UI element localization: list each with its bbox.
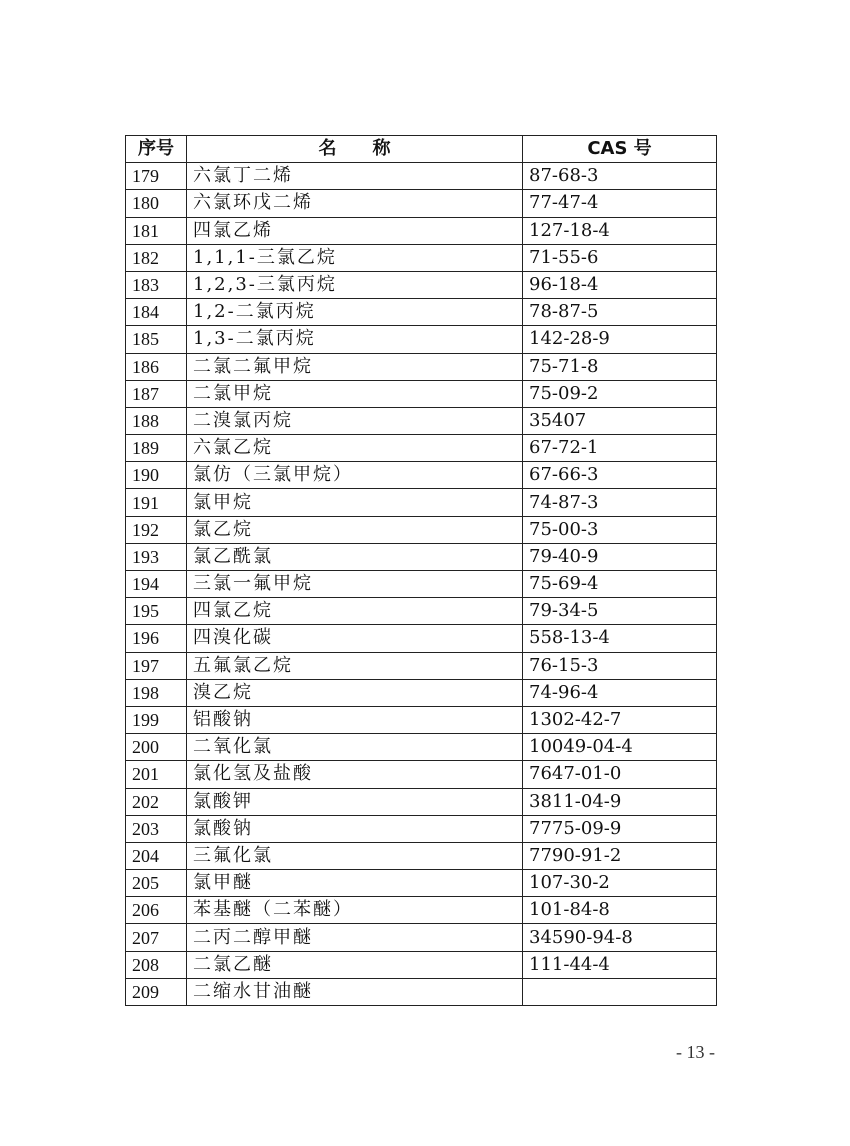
table-header-row xyxy=(126,136,717,163)
chemical-name: 二氯乙醚 xyxy=(187,951,523,978)
chemical-name: 六氯乙烷 xyxy=(187,435,523,462)
chemical-name: 二缩水甘油醚 xyxy=(187,978,523,1005)
row-number: 200 xyxy=(126,734,187,761)
chemical-name: 1,3-二氯丙烷 xyxy=(187,326,523,353)
row-number: 201 xyxy=(126,761,187,788)
cas-number: 3811-04-9 xyxy=(523,788,717,815)
table-row xyxy=(126,489,717,516)
row-number: 188 xyxy=(126,407,187,434)
chemical-name: 1,2,3-三氯丙烷 xyxy=(187,271,523,298)
table-row xyxy=(126,842,717,869)
chemical-name: 四溴化碳 xyxy=(187,625,523,652)
cas-number: 75-09-2 xyxy=(523,380,717,407)
table-row xyxy=(126,435,717,462)
table-row xyxy=(126,244,717,271)
row-number: 180 xyxy=(126,190,187,217)
cas-number: 77-47-4 xyxy=(523,190,717,217)
chemical-name: 氯乙酰氯 xyxy=(187,543,523,570)
table-row xyxy=(126,462,717,489)
header-name: 名称 xyxy=(187,136,523,163)
table-row xyxy=(126,407,717,434)
row-number: 204 xyxy=(126,842,187,869)
cas-number: 10049-04-4 xyxy=(523,734,717,761)
chemical-name: 氯酸钾 xyxy=(187,788,523,815)
cas-number: 75-69-4 xyxy=(523,571,717,598)
cas-number: 35407 xyxy=(523,407,717,434)
table-row xyxy=(126,571,717,598)
chemical-name: 铝酸钠 xyxy=(187,706,523,733)
row-number: 183 xyxy=(126,271,187,298)
chemical-name: 二氯二氟甲烷 xyxy=(187,353,523,380)
table-row xyxy=(126,271,717,298)
chemical-name: 五氟氯乙烷 xyxy=(187,652,523,679)
table-row xyxy=(126,299,717,326)
table-row xyxy=(126,163,717,190)
row-number: 189 xyxy=(126,435,187,462)
table-row xyxy=(126,543,717,570)
chemical-name: 二溴氯丙烷 xyxy=(187,407,523,434)
cas-number: 1302-42-7 xyxy=(523,706,717,733)
row-number: 196 xyxy=(126,625,187,652)
row-number: 195 xyxy=(126,598,187,625)
table-row xyxy=(126,625,717,652)
table-row xyxy=(126,380,717,407)
table-row xyxy=(126,190,717,217)
cas-number: 71-55-6 xyxy=(523,244,717,271)
row-number: 181 xyxy=(126,217,187,244)
row-number: 202 xyxy=(126,788,187,815)
cas-number: 76-15-3 xyxy=(523,652,717,679)
chemical-name: 三氯一氟甲烷 xyxy=(187,571,523,598)
row-number: 191 xyxy=(126,489,187,516)
table-row xyxy=(126,516,717,543)
chemical-name: 氯化氢及盐酸 xyxy=(187,761,523,788)
table-row xyxy=(126,788,717,815)
row-number: 209 xyxy=(126,978,187,1005)
cas-number: 558-13-4 xyxy=(523,625,717,652)
chemical-name: 六氯丁二烯 xyxy=(187,163,523,190)
cas-number: 87-68-3 xyxy=(523,163,717,190)
chemical-name: 苯基醚（二苯醚） xyxy=(187,897,523,924)
cas-number: 7647-01-0 xyxy=(523,761,717,788)
table-row xyxy=(126,679,717,706)
row-number: 190 xyxy=(126,462,187,489)
table-row xyxy=(126,815,717,842)
table-row xyxy=(126,761,717,788)
cas-number: 75-71-8 xyxy=(523,353,717,380)
row-number: 197 xyxy=(126,652,187,679)
row-number: 186 xyxy=(126,353,187,380)
chemical-name: 1,1,1-三氯乙烷 xyxy=(187,244,523,271)
table-row xyxy=(126,652,717,679)
cas-number: 74-96-4 xyxy=(523,679,717,706)
header-number: 序号 xyxy=(126,136,187,163)
row-number: 193 xyxy=(126,543,187,570)
cas-number: 107-30-2 xyxy=(523,870,717,897)
row-number: 182 xyxy=(126,244,187,271)
cas-number: 75-00-3 xyxy=(523,516,717,543)
chemical-name: 四氯乙烯 xyxy=(187,217,523,244)
chemical-name: 氯甲醚 xyxy=(187,870,523,897)
row-number: 184 xyxy=(126,299,187,326)
chemical-name: 氯仿（三氯甲烷） xyxy=(187,462,523,489)
table-body xyxy=(126,163,717,1006)
chemical-name: 氯酸钠 xyxy=(187,815,523,842)
cas-number: 111-44-4 xyxy=(523,951,717,978)
cas-number: 7775-09-9 xyxy=(523,815,717,842)
chemical-name: 二氯甲烷 xyxy=(187,380,523,407)
row-number: 203 xyxy=(126,815,187,842)
chemical-name: 二氧化氯 xyxy=(187,734,523,761)
row-number: 192 xyxy=(126,516,187,543)
table-row xyxy=(126,951,717,978)
cas-number: 34590-94-8 xyxy=(523,924,717,951)
chemical-name: 1,2-二氯丙烷 xyxy=(187,299,523,326)
cas-number: 79-34-5 xyxy=(523,598,717,625)
table-row xyxy=(126,978,717,1005)
chemical-name: 三氟化氯 xyxy=(187,842,523,869)
chemical-list-table xyxy=(125,135,717,1006)
row-number: 198 xyxy=(126,679,187,706)
row-number: 194 xyxy=(126,571,187,598)
chemical-name: 四氯乙烷 xyxy=(187,598,523,625)
table-row xyxy=(126,924,717,951)
table-row xyxy=(126,353,717,380)
table-row xyxy=(126,706,717,733)
row-number: 207 xyxy=(126,924,187,951)
chemical-name: 氯乙烷 xyxy=(187,516,523,543)
table-row xyxy=(126,217,717,244)
table-row xyxy=(126,870,717,897)
row-number: 205 xyxy=(126,870,187,897)
chemical-name: 溴乙烷 xyxy=(187,679,523,706)
cas-number: 7790-91-2 xyxy=(523,842,717,869)
row-number: 208 xyxy=(126,951,187,978)
cas-number: 67-72-1 xyxy=(523,435,717,462)
cas-number: 79-40-9 xyxy=(523,543,717,570)
cas-number: 74-87-3 xyxy=(523,489,717,516)
table-row xyxy=(126,734,717,761)
cas-number: 67-66-3 xyxy=(523,462,717,489)
page-number: - 13 - xyxy=(676,1042,715,1062)
cas-number: 142-28-9 xyxy=(523,326,717,353)
row-number: 206 xyxy=(126,897,187,924)
cas-number: 78-87-5 xyxy=(523,299,717,326)
cas-number: 96-18-4 xyxy=(523,271,717,298)
header-cas: CAS 号 xyxy=(523,136,717,163)
table-row xyxy=(126,598,717,625)
chemical-name: 六氯环戊二烯 xyxy=(187,190,523,217)
cas-number: 101-84-8 xyxy=(523,897,717,924)
row-number: 179 xyxy=(126,163,187,190)
row-number: 187 xyxy=(126,380,187,407)
row-number: 199 xyxy=(126,706,187,733)
table-row xyxy=(126,326,717,353)
table-row xyxy=(126,897,717,924)
cas-number: 127-18-4 xyxy=(523,217,717,244)
row-number: 185 xyxy=(126,326,187,353)
chemical-name: 二丙二醇甲醚 xyxy=(187,924,523,951)
chemical-name: 氯甲烷 xyxy=(187,489,523,516)
cas-number xyxy=(523,978,717,1005)
